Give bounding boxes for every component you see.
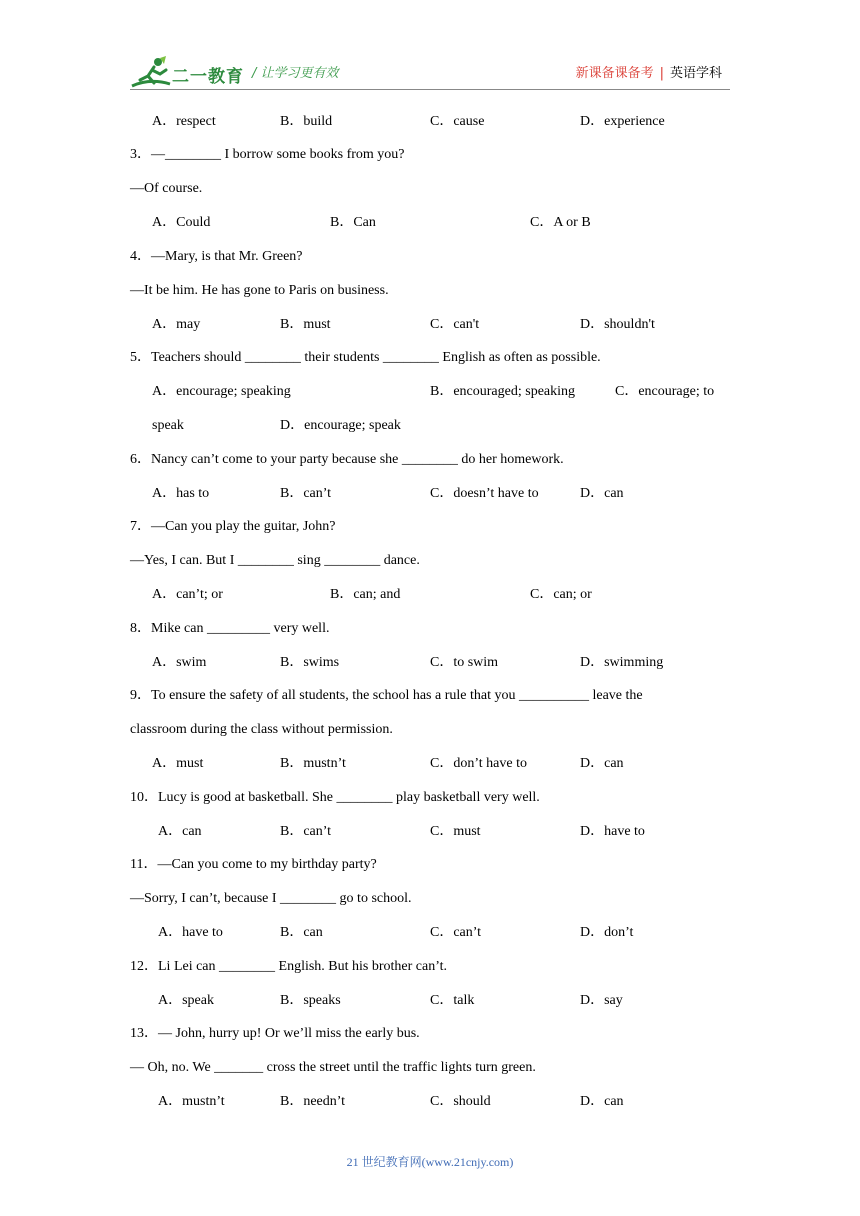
option-b: B．speaks [280,993,341,1008]
question-reply: —Sorry, I can’t, because I ________ go to school. [130,891,412,906]
option-a: A．can [158,824,202,839]
option-b: B．build [280,114,333,129]
option-a: A．speak [158,993,214,1008]
header-separator: | [659,66,664,81]
header-subject: 英语学科 [669,66,722,81]
option-a: A．respect [152,114,216,129]
question-stem: 8．Mike can _________ very well. [130,621,330,636]
header-tagline: 新课备课备考 [575,66,654,81]
question-reply: — Oh, no. We _______ cross the street until the traffic lights turn green. [130,1060,536,1075]
option-d: D．say [580,993,623,1008]
option-a: A．have to [158,925,223,940]
option-d: D．swimming [580,655,664,670]
option-a: A．swim [152,655,207,670]
option-c: C．to swim [430,655,499,670]
question-stem: 12．Li Lei can ________ English. But his brother can’t. [130,959,448,974]
option-c: C．can't [430,317,480,332]
option-b: B．can; and [330,587,401,602]
option-a: A．can’t; or [152,587,223,602]
option-d: D．can [580,486,624,501]
header-divider [130,89,730,90]
option-c: C．doesn’t have to [430,486,539,501]
option-c: C．don’t have to [430,756,527,771]
question-stem: 13．— John, hurry up! Or we’ll miss the early bus. [130,1026,420,1041]
option-b: B．needn’t [280,1094,346,1109]
option-a: A．must [152,756,204,771]
option-d: D．can [580,1094,624,1109]
page-footer: 21 世纪教育网(www.21cnjy.com) [346,1155,514,1169]
option-a: A．mustn’t [158,1094,225,1109]
question-stem: 11．—Can you come to my birthday party? [130,857,377,872]
question-stem: 6．Nancy can’t come to your party because she ________ do her homework. [130,452,564,467]
option-d: D．experience [580,114,665,129]
option-c: C．encourage; to [615,384,715,399]
question-stem: 9．To ensure the safety of all students, the school has a rule that you __________ leave the [130,688,643,703]
header-right [576,62,722,81]
option-d: D．encourage; speak [280,418,401,433]
option-c: C．should [430,1094,491,1109]
question-reply: —It be him. He has gone to Paris on business. [130,283,389,298]
option-c: C．A or B [530,215,591,230]
option-d: D．have to [580,824,645,839]
question-stem: 3．—________ I borrow some books from you? [130,147,405,162]
question-stem-continued: classroom during the class without permission. [130,722,393,737]
option-b: B．must [280,317,331,332]
question-stem: 7．—Can you play the guitar, John? [130,519,336,534]
option-a: A．encourage; speaking [152,384,291,399]
question-stem: 10．Lucy is good at basketball. She ________ play basketball very well. [130,790,540,805]
option-c: C．can; or [530,587,592,602]
option-c: C．must [430,824,481,839]
question-stem: 4．—Mary, is that Mr. Green? [130,249,303,264]
option-c-continued: speak [152,418,184,433]
option-c: C．talk [430,993,475,1008]
option-a: A．Could [152,215,211,230]
header-slogan: / 让学习更有效 [252,66,339,81]
option-a: A．has to [152,486,210,501]
question-reply: —Yes, I can. But I ________ sing ________ dance. [130,553,420,568]
option-b: B．swims [280,655,340,670]
option-b: B．can’t [280,486,332,501]
option-a: A．may [152,317,201,332]
option-b: B．can [280,925,323,940]
option-c: C．can’t [430,925,482,940]
option-b: B．can’t [280,824,332,839]
option-d: D．shouldn't [580,317,655,332]
option-d: D．don’t [580,925,634,940]
option-c: C．cause [430,114,485,129]
page-header [0,0,860,100]
option-b: B．Can [330,215,376,230]
option-b: B．encouraged; speaking [430,384,576,399]
option-b: B．mustn’t [280,756,346,771]
logo-text: 二一教育 [172,67,244,87]
option-d: D．can [580,756,624,771]
question-stem: 5．Teachers should ________ their students ________ English as often as possible. [130,350,601,365]
question-reply: —Of course. [130,181,203,196]
